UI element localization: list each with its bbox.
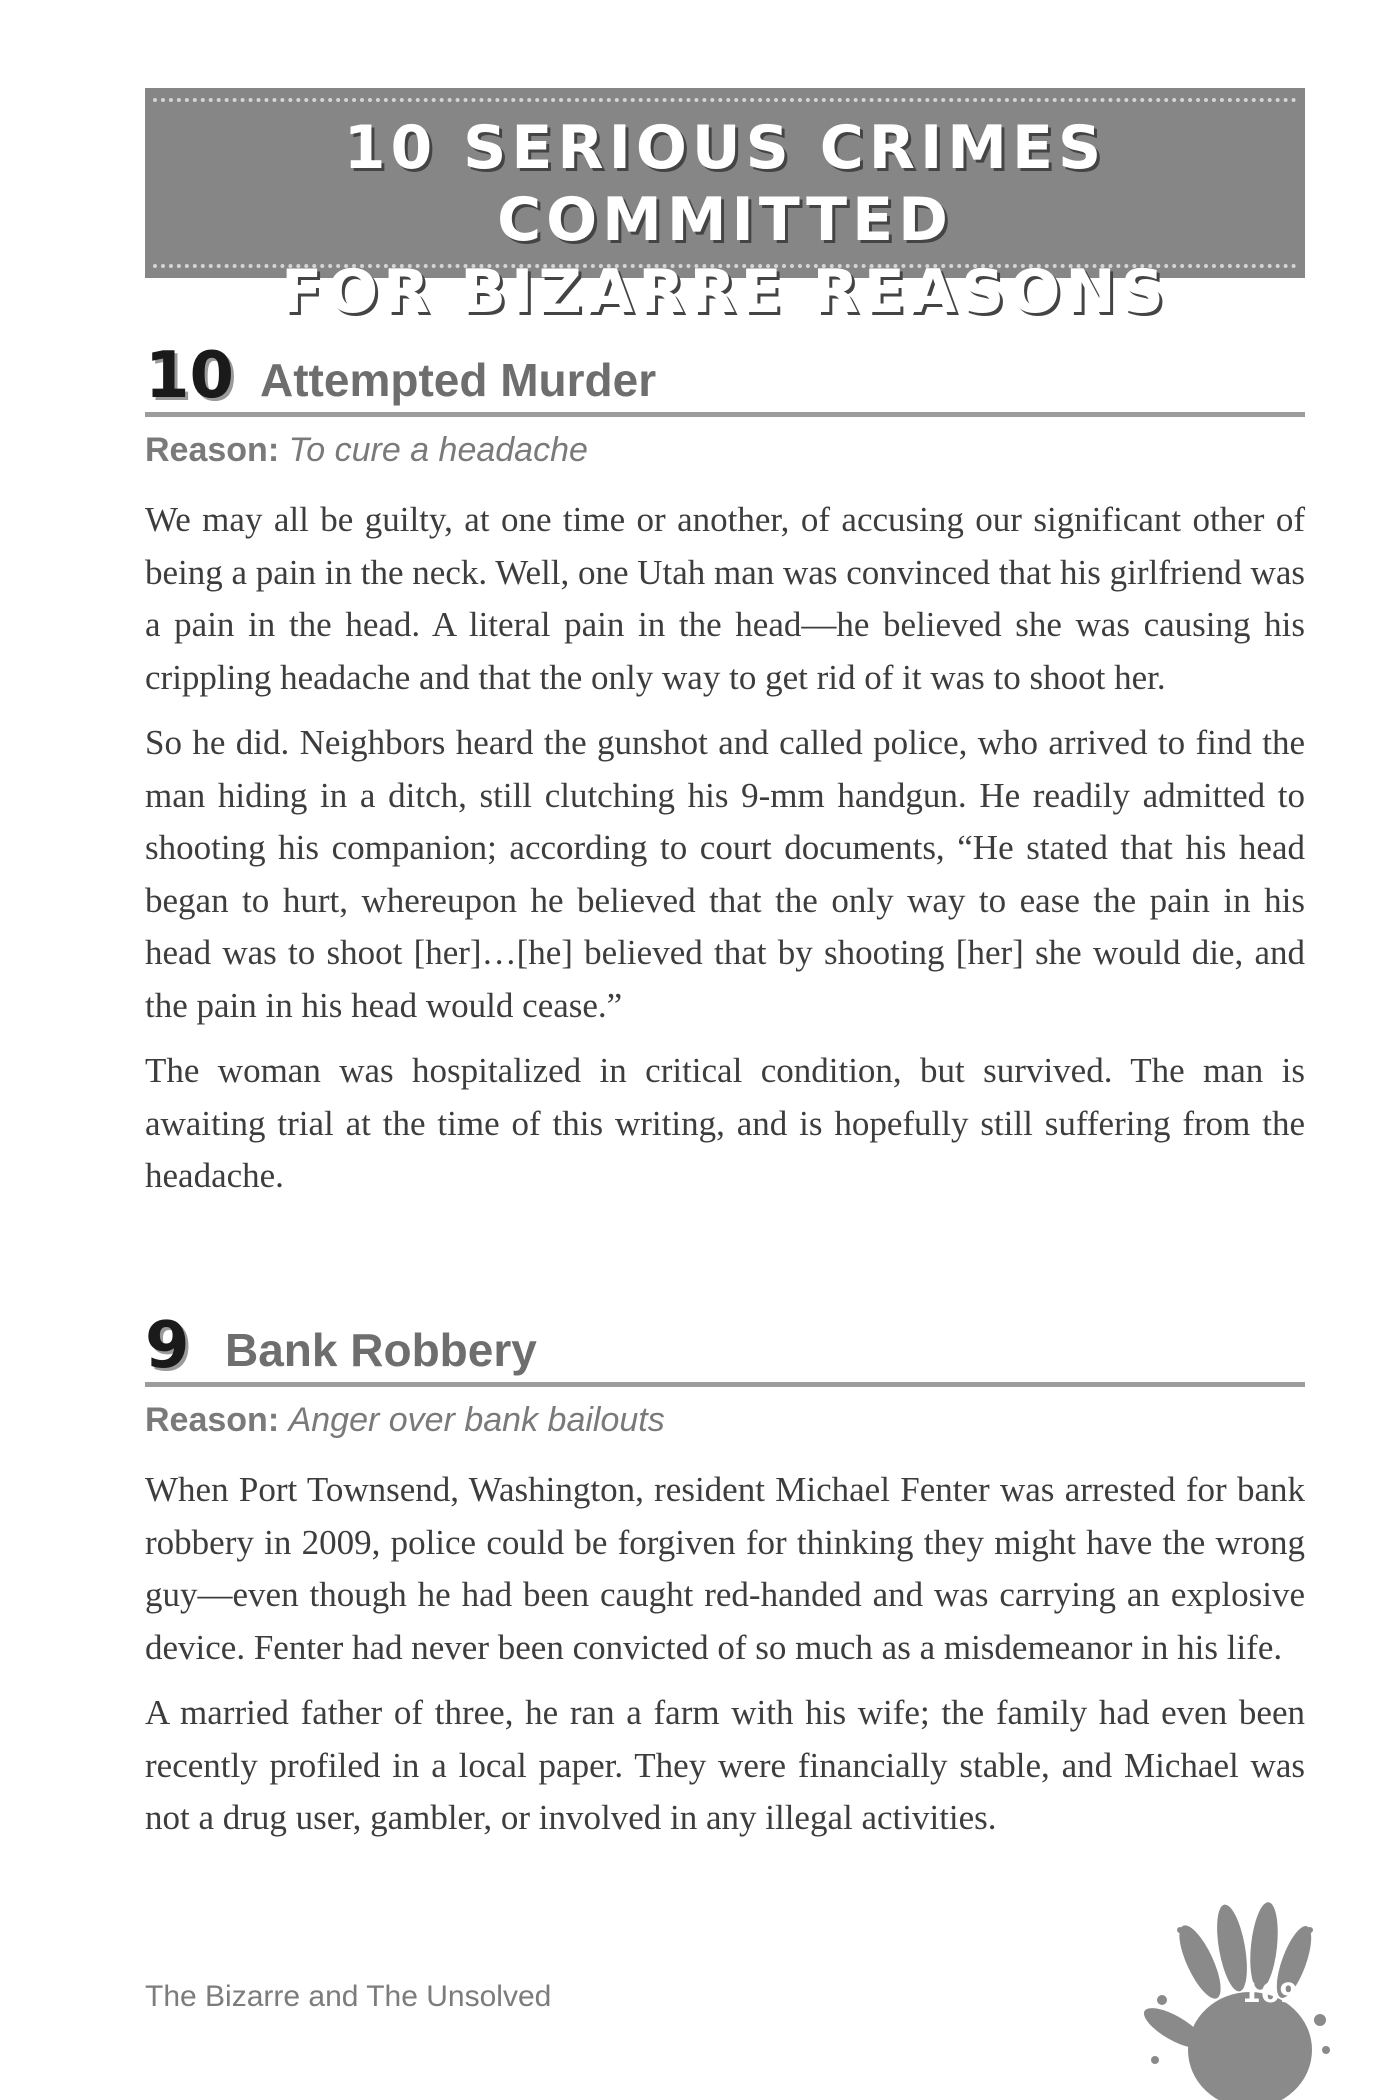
book-page: [145, 0, 1305, 2100]
section-number: 9: [145, 1309, 190, 1383]
section-body: [145, 1464, 1305, 1858]
reason-label: Reason:: [145, 431, 280, 469]
reason-label: Reason:: [145, 1401, 280, 1439]
chapter-title-banner: [145, 88, 1305, 327]
chapter-title: [145, 112, 1305, 328]
section-body: [145, 494, 1305, 1216]
section-heading-10: [145, 338, 1305, 417]
banner-dotted-border-bottom: [153, 264, 1297, 268]
section-reason: [145, 1400, 1305, 1440]
banner-dotted-border-top: [153, 98, 1297, 102]
page-number: 169: [1241, 1978, 1299, 2009]
reason-text: Anger over bank bailouts: [288, 1401, 665, 1439]
paragraph: When Port Townsend, Washington, resident Michael Fenter was arrested for bank robbery in 2009, police could be forgiven for thinking they might have the wrong guy—even though he had been caught red-handed and was carrying an explosive device. Fenter had never been convicted of so much as a misdemeanor in his life.: [145, 1470, 1305, 1667]
paragraph: We may all be guilty, at one time or another, of accusing our significant other of being a pain in the neck. Well, one Utah man was convinced that his girlfriend was a pain in the head. A literal pain in the head—he believed she was causing his crippling headache and that the only way to get rid of it was to shoot her.: [145, 500, 1305, 697]
section-number: 10: [145, 339, 235, 413]
section-title: Attempted Murder: [260, 354, 657, 406]
chapter-title-line-1: 10 SERIOUS CRIMES COMMITTED: [343, 113, 1107, 255]
footer-book-title: The Bizarre and The Unsolved: [145, 1980, 552, 2013]
section-title: Bank Robbery: [225, 1324, 537, 1376]
section-heading-9: [145, 1308, 1305, 1387]
reason-text: To cure a headache: [288, 431, 588, 469]
paragraph: So he did. Neighbors heard the gunshot and called police, who arrived to find the man hiding in a ditch, still clutching his 9-mm handgun. He readily admitted to shooting his companion; according to court documents, “He stated that his head began to hurt, whereupon he believed that the only way to ease the pain in his head was to shoot [her]…[he] believed that by shooting [her] she would die, and the pain in his head would cease.”: [145, 723, 1305, 1025]
chapter-title-line-2: FOR BIZARRE REASONS: [281, 257, 1169, 327]
paragraph: A married father of three, he ran a farm with his wife; the family had even been recently profiled in a local paper. They were financially stable, and Michael was not a drug user, gambler, or involved in any illegal activities.: [145, 1693, 1305, 1837]
section-reason: [145, 430, 1305, 470]
paragraph: The woman was hospitalized in critical condition, but survived. The man is awaiting trial at the time of this writing, and is hopefully still suffering from the headache.: [145, 1051, 1305, 1195]
